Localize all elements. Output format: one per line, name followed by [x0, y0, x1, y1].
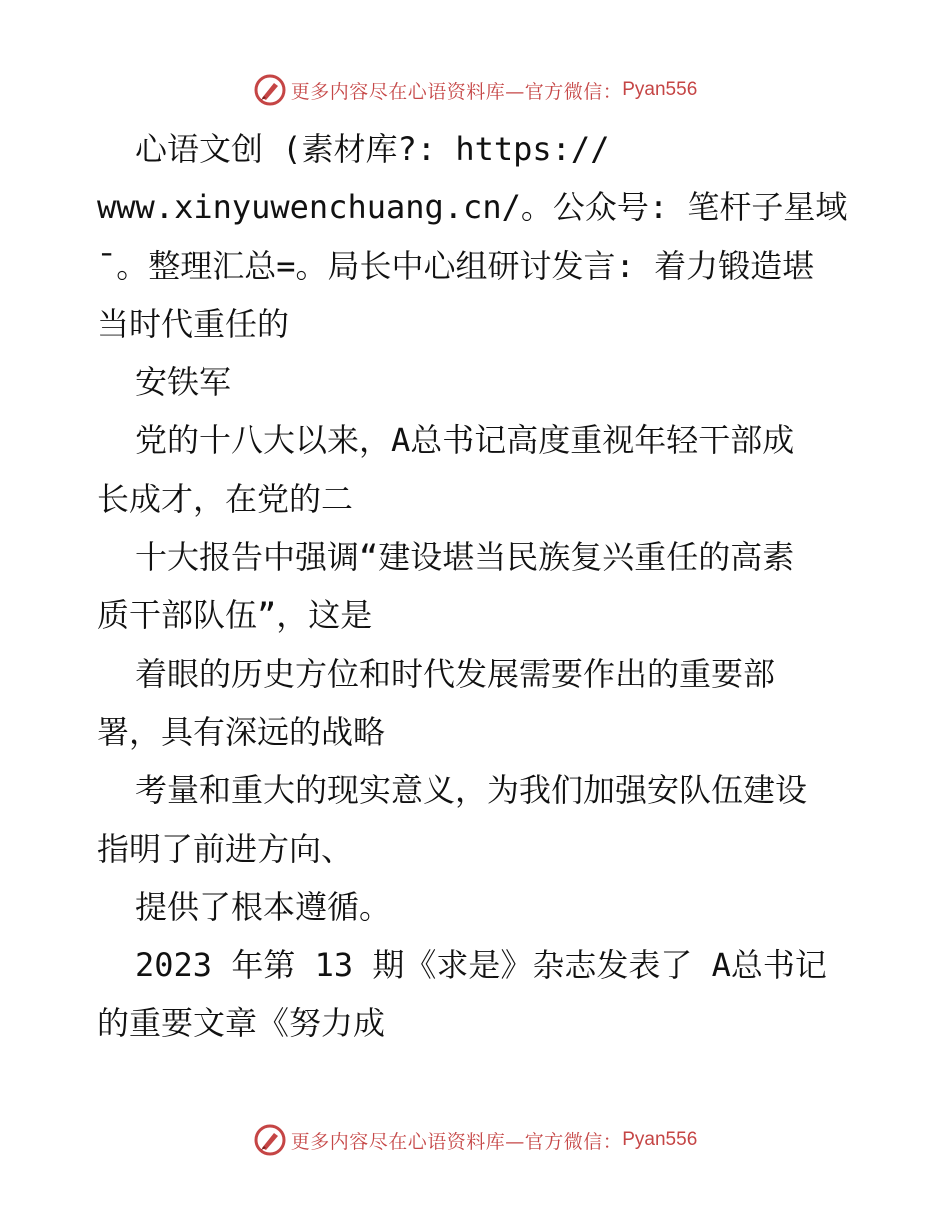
text-line: 2023 年第 13 期《求是》杂志发表了 A总书记 — [135, 946, 827, 985]
footer-banner — [0, 1120, 950, 1160]
header-banner-wechat-id: Pyan556 — [622, 79, 698, 100]
header-banner-text: 更多内容尽在心语资料库—官方微信： — [290, 80, 623, 103]
document-body — [97, 120, 857, 1053]
pen-nib-circle-icon — [253, 1123, 287, 1157]
text-line: 提供了根本遵循。 — [135, 887, 392, 926]
text-line: 着眼的历史方位和时代发展需要作出的重要部 — [135, 654, 776, 693]
text-line: 心语文创 (素材库?: https:// — [135, 130, 610, 168]
footer-banner-text: 更多内容尽在心语资料库—官方微信： — [290, 1130, 623, 1153]
author-name: 安铁军 — [135, 363, 232, 402]
text-line: 党的十八大以来，A总书记高度重视年轻干部成 — [135, 421, 795, 460]
text-line: 当时代重任的 — [97, 304, 290, 343]
text-line: 的重要文章《努力成 — [97, 1004, 386, 1043]
text-line: 署，具有深远的战略 — [97, 712, 386, 751]
text-line: 十大报告中强调“建设堪当民族复兴重任的高素 — [135, 538, 795, 577]
footer-banner-wechat-id: Pyan556 — [622, 1129, 698, 1150]
text-line: 长成才，在党的二 — [97, 479, 354, 518]
text-line: 指明了前进方向、 — [97, 829, 354, 868]
pen-nib-circle-icon — [253, 73, 287, 107]
header-banner — [0, 70, 950, 110]
text-line: ¯。整理汇总=。局长中心组研讨发言: 着力锻造堪 — [97, 246, 815, 285]
text-line: 考量和重大的现实意义，为我们加强安队伍建设 — [135, 771, 808, 810]
text-line: www.xinyuwenchuang.cn/。公众号: 笔杆子星域 — [97, 188, 848, 227]
text-line: 质干部队伍”，这是 — [97, 596, 373, 635]
